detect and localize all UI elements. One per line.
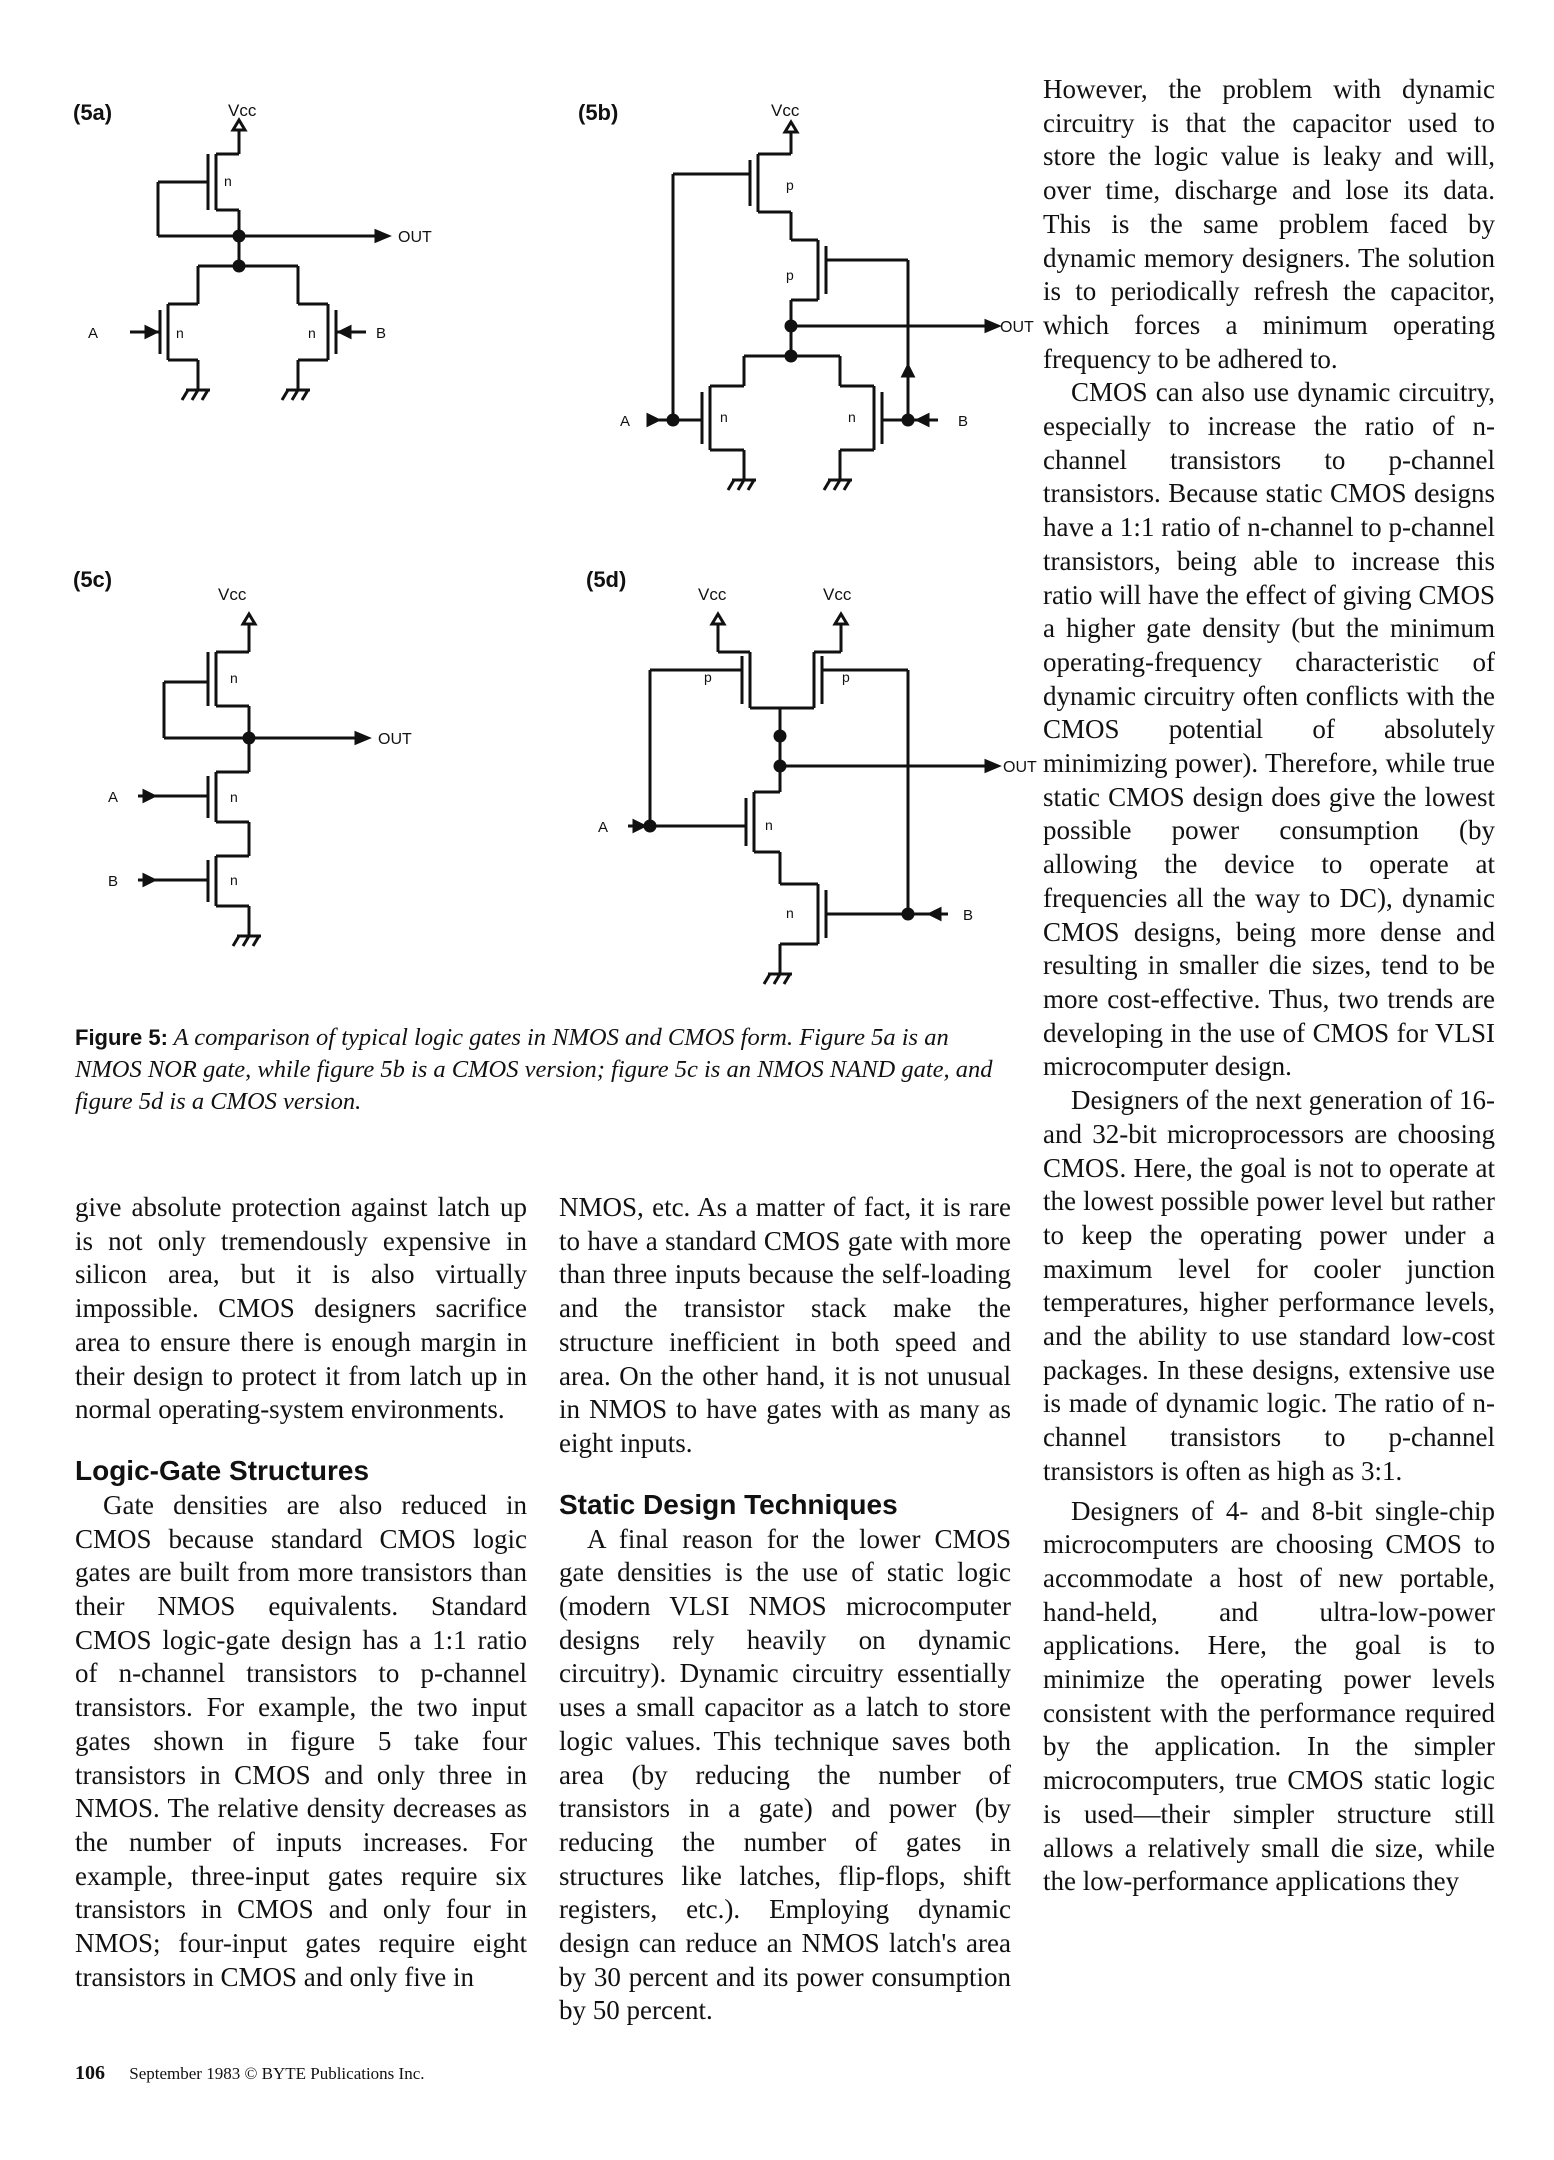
a-label: A xyxy=(598,819,609,836)
n-label: n xyxy=(720,409,728,425)
left-paragraph-2: Gate densities are also reduced in CMOS because standard CMOS logic gates are built from more transistors than their NMOS equivalents. Standard CMOS logic-gate design has a 1:1 ratio of n-channel transistors to p-channel transistors. For example, the two input gates shown in figure 5 take four transistors in CMOS and only three in NMOS. The relative density decreases as the number of inputs increases. For example, three-input gates require six transistors in CMOS and only four in NMOS; four-input gates require eight transistors in CMOS and only five in xyxy=(75,1489,527,1992)
b-label: B xyxy=(958,413,969,430)
n-label: n xyxy=(230,872,238,888)
b-label: B xyxy=(963,907,974,924)
a-label: A xyxy=(88,325,99,342)
figure-5 xyxy=(58,70,1037,1120)
out-label: OUT xyxy=(398,229,432,246)
panel-label-5c: (5c) xyxy=(73,567,113,592)
n-label: n xyxy=(224,173,232,189)
panel-label-5b: (5b) xyxy=(578,100,619,125)
schematic-5d xyxy=(598,585,1037,984)
p-label: p xyxy=(704,669,712,685)
vcc-label: Vcc xyxy=(698,585,727,604)
caption-title: Figure 5: xyxy=(75,1025,168,1050)
schematic-5c xyxy=(108,585,412,946)
out-label: OUT xyxy=(1003,759,1037,776)
right-paragraph-1: However, the problem with dynamic circuitry is that the capacitor used to store the logic value is leaky and will, over time, discharge and lose its data. This is the same problem faced by dynamic memory designers. The solution is to periodically refresh the capacitor, which forces a minimum operating frequency to be adhered to. xyxy=(1043,74,1495,374)
left-paragraph-1: give absolute protection against latch up is not only tremendously expensive in silicon area, but it is also virtually impossible. CMOS designers sacrifice area to ensure there is enough margin in their design to protect it from latch up in normal operating-system environments. xyxy=(75,1192,527,1425)
b-label: B xyxy=(376,325,387,342)
figure-caption xyxy=(75,1022,1010,1118)
vcc-label: Vcc xyxy=(228,101,257,120)
b-label: B xyxy=(108,873,119,890)
schematic-5b xyxy=(620,101,1034,490)
caption-text: A comparison of typical logic gates in NMOS and CMOS form. Figure 5a is an NMOS NOR gate, while figure 5b is a CMOS version; figure 5c is an NMOS NAND gate, and figure 5d is a CMOS version. xyxy=(75,1024,993,1115)
a-label: A xyxy=(108,789,119,806)
right-paragraph-4: Designers of 4- and 8-bit single-chip microcomputers are choosing CMOS to accommodate a host of new portable, hand-held, and ultra-low-power applications. Here, the goal is to minimize the operating power levels consistent with the performance required by the application. In the simpler microcomputers, true CMOS static logic is used—their simpler structure still allows a relatively small die size, while the low-performance applications they xyxy=(1043,1495,1495,1897)
section-heading-static-design: Static Design Techniques xyxy=(559,1488,898,1520)
n-label: n xyxy=(176,325,184,341)
p-label: p xyxy=(786,267,794,283)
out-label: OUT xyxy=(378,731,412,748)
middle-paragraph-1: NMOS, etc. As a matter of fact, it is rare to have a standard CMOS gate with more than three inputs because the self-loading and the transistor stack make the structure inefficient in both speed and area. On the other hand, it is not unusual in NMOS to have gates with as many as eight inputs. xyxy=(559,1192,1011,1458)
vcc-label: Vcc xyxy=(218,585,247,604)
panel-label-5d: (5d) xyxy=(586,567,627,592)
right-paragraph-3: Designers of the next generation of 16- and 32-bit microprocessors are choosing CMOS. Here, the goal is not to operate at the lowest possible power level but rather to keep the operating power under a maximum level for cooler junction temperatures, higher performance levels, and the ability to use standard low-cost packages. In these designs, extensive use is made of dynamic logic. The ratio of n-channel transistors to p-channel transistors is often as high as 3:1. xyxy=(1043,1085,1495,1486)
panel-label-5a: (5a) xyxy=(73,100,113,125)
n-label: n xyxy=(786,905,794,921)
vcc-label: Vcc xyxy=(771,101,800,120)
p-label: p xyxy=(786,177,794,193)
right-paragraph-2: CMOS can also use dynamic circuitry, especially to increase the ratio of n-channel transistors to p-channel transistors. Because static CMOS designs have a 1:1 ratio of n-channel to p-channel transistors, being able to increase this ratio will have the effect of giving CMOS a higher gate density (but the minimum operating-frequency characteristic of dynamic circuitry often conflicts with the CMOS potential of absolutely minimizing power). Therefore, while true static CMOS design does give the lowest possible power consumption (by allowing the device to operate at frequencies all the way to DC), dynamic CMOS designs, being more dense and resulting in smaller die sizes, tend to be more cost-effective. Thus, two trends are developing in the use of CMOS for VLSI microcomputer design. xyxy=(1043,377,1495,1082)
p-label: p xyxy=(842,669,850,685)
n-label: n xyxy=(230,789,238,805)
section-heading-logic-gate: Logic-Gate Structures xyxy=(75,1454,370,1486)
n-label: n xyxy=(308,325,316,341)
a-label: A xyxy=(620,413,631,430)
out-label: OUT xyxy=(1000,319,1034,336)
schematic-5a xyxy=(88,101,432,400)
schematics xyxy=(58,70,1037,1020)
middle-column xyxy=(559,1191,1011,2028)
n-label: n xyxy=(848,409,856,425)
page-number: 106 xyxy=(75,2062,105,2084)
vcc-label: Vcc xyxy=(823,585,852,604)
n-label: n xyxy=(765,817,773,833)
n-label: n xyxy=(230,670,238,686)
right-column xyxy=(1043,73,1495,1899)
footer-text: September 1983 © BYTE Publications Inc. xyxy=(129,2064,425,2083)
left-column xyxy=(75,1191,527,1994)
middle-paragraph-2: A final reason for the lower CMOS gate densities is the use of static logic (modern VLSI NMOS microcomputer designs rely heavily on dynamic circuitry). Dynamic circuitry essentially uses a small capacitor as a latch to store logic values. This technique saves both area (by reducing the number of transistors in a gate) and power (by reducing the number of gates in structures like latches, flip-flops, shift registers, etc.). Employing dynamic design can reduce an NMOS latch's area by 30 percent and its power consumption by 50 percent. xyxy=(559,1523,1011,2026)
page-footer xyxy=(75,2062,425,2085)
